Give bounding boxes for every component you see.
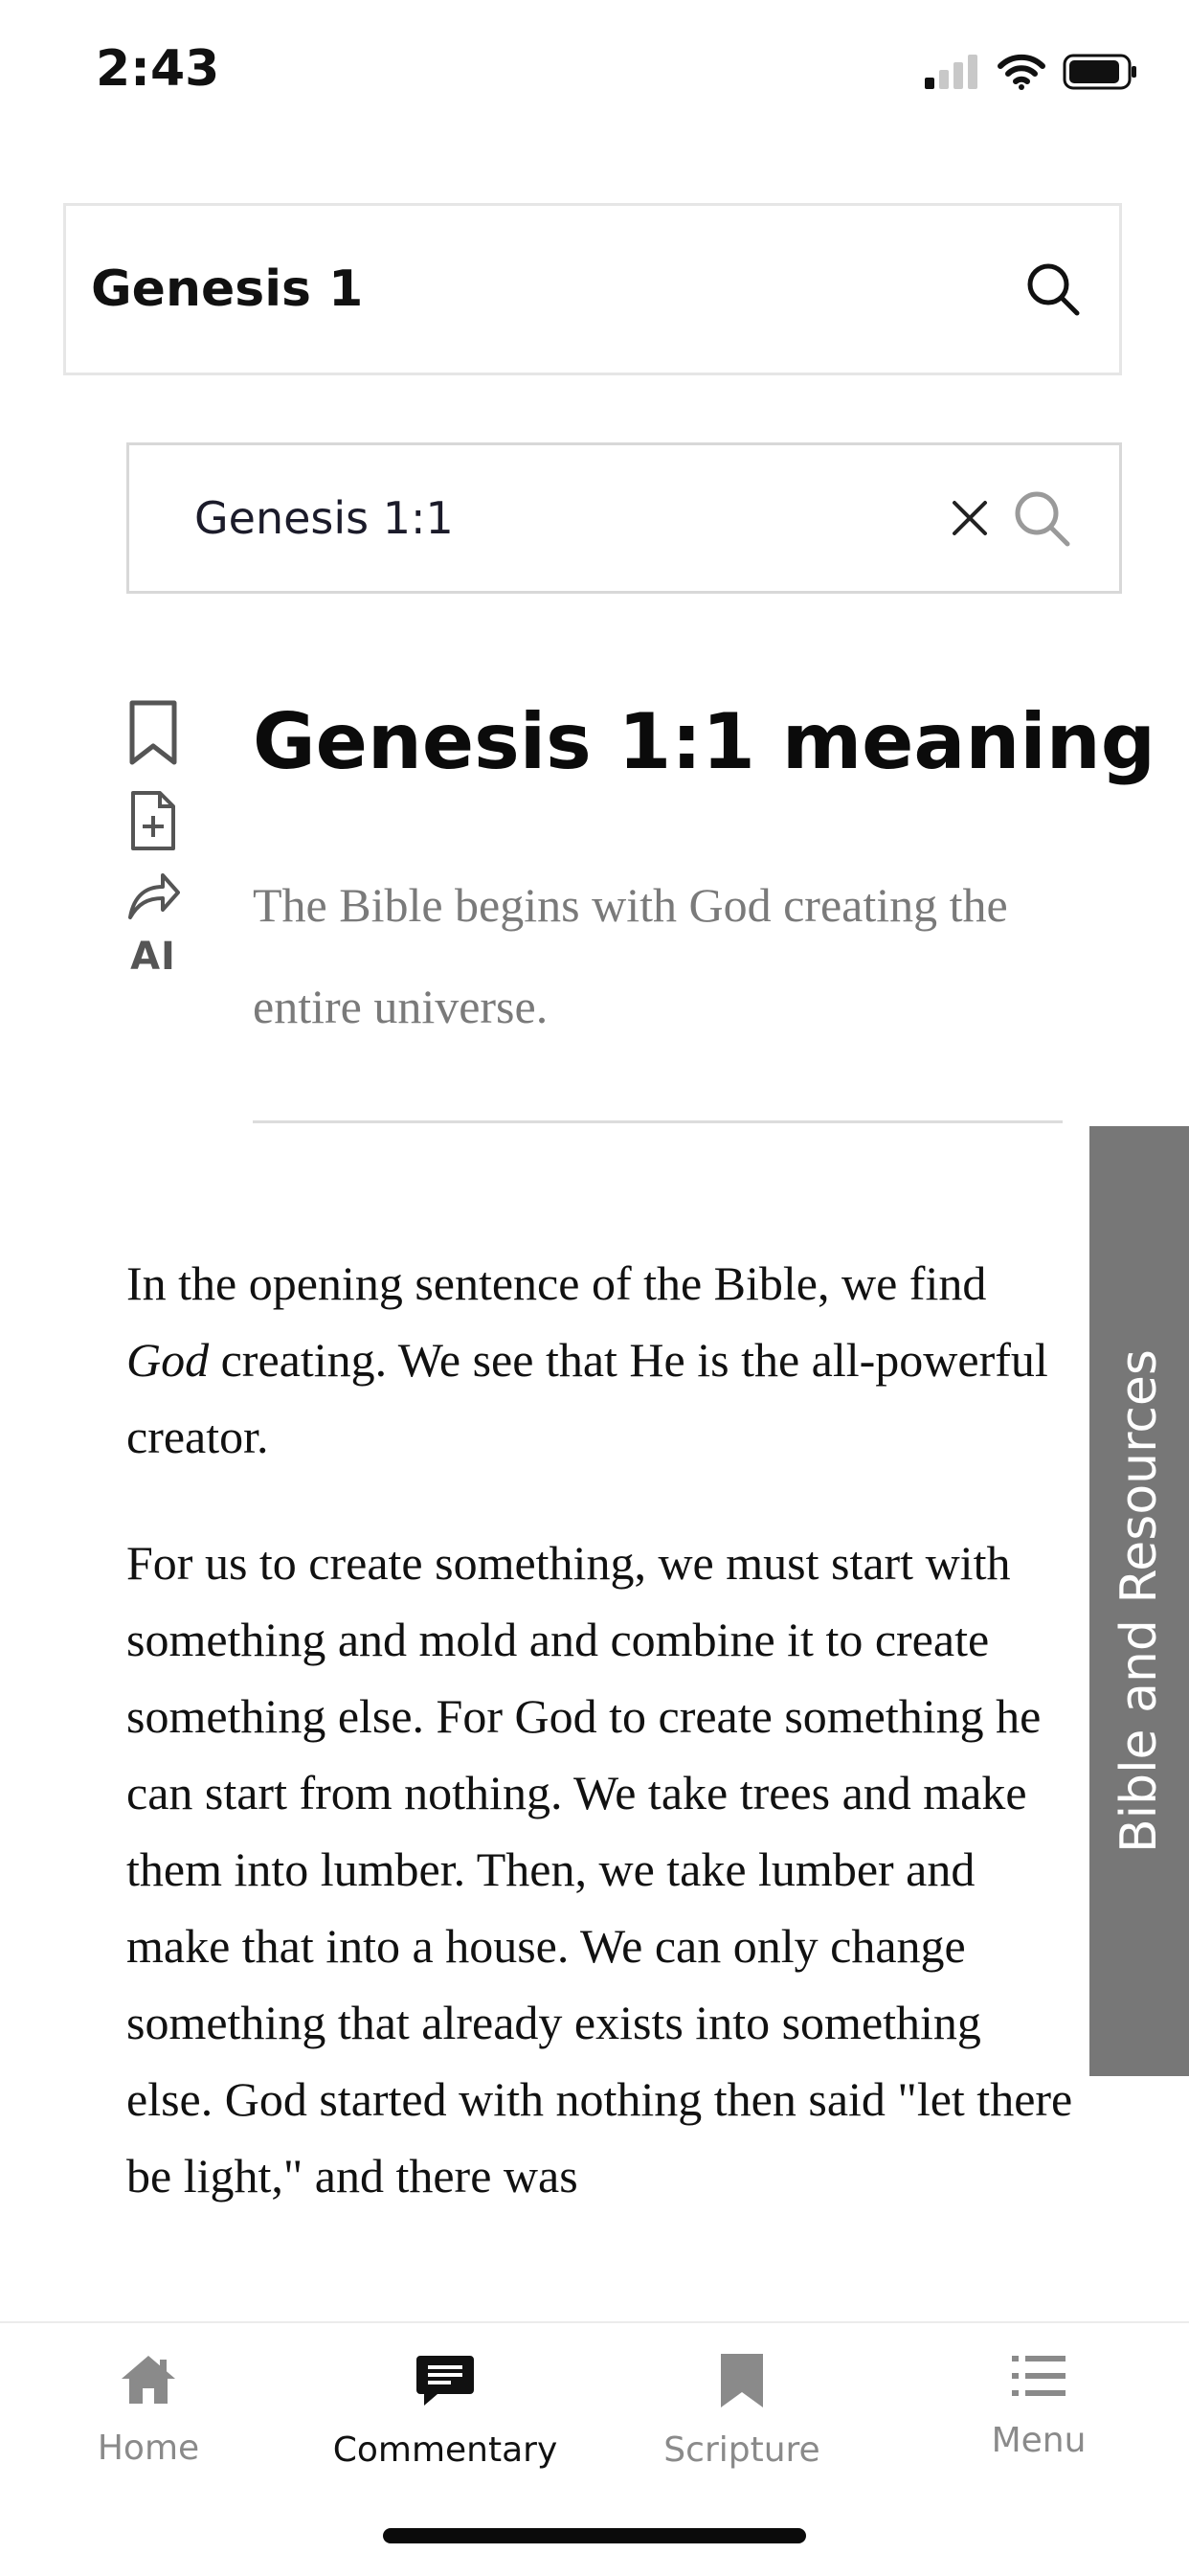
bible-resources-tab[interactable] (1089, 1126, 1189, 2076)
article-subtitle: The Bible begins with God creating the entire universe. (253, 878, 1008, 1033)
paragraph-1-after: creating. We see that He is the all-powerful creator. (126, 1333, 1048, 1463)
battery-icon (1063, 54, 1139, 90)
paragraph-1-emphasis: God (126, 1333, 210, 1387)
divider (253, 1120, 1063, 1123)
search-bar-main[interactable] (63, 203, 1122, 375)
paragraph-1 (126, 1245, 1074, 1475)
home-indicator (383, 2528, 806, 2543)
bookmark-icon[interactable] (127, 699, 179, 766)
status-icons (925, 54, 1139, 90)
nav-menu-label: Menu (991, 2421, 1087, 2460)
signal-icon (925, 55, 980, 89)
bible-resources-tab-label: Bible and Resources (1110, 1348, 1168, 1854)
article-actions (124, 699, 182, 979)
verse-search-value[interactable]: Genesis 1:1 (194, 492, 454, 544)
verse-search-icon[interactable] (1012, 488, 1071, 548)
add-note-icon[interactable] (129, 789, 177, 852)
nav-menu[interactable] (890, 2352, 1187, 2460)
commentary-icon (415, 2352, 476, 2409)
home-icon (118, 2352, 179, 2407)
commentary-body (126, 1245, 1074, 2264)
nav-commentary[interactable] (297, 2352, 594, 2470)
nav-scripture[interactable] (594, 2352, 890, 2470)
nav-scripture-label: Scripture (663, 2430, 820, 2470)
menu-icon (1012, 2352, 1066, 2400)
ai-button[interactable]: AI (130, 935, 176, 979)
verse-search-bar[interactable] (126, 442, 1122, 594)
nav-commentary-label: Commentary (332, 2430, 558, 2470)
paragraph-2: For us to create something, we must start with something and mold and combine it to create something else. For God to create something he can start from nothing. We take trees and make them into lumber. Then, we take lumber and make that into a house. We can only change something that already exists into something else. God started with nothing then said "let there be light," and there was (126, 1536, 1073, 2203)
status-time: 2:43 (96, 40, 220, 98)
wifi-icon (998, 54, 1045, 90)
close-icon[interactable] (951, 499, 989, 537)
paragraph-1-before: In the opening sentence of the Bible, we find (126, 1256, 987, 1310)
verse-search-actions (951, 488, 1071, 548)
scripture-bookmark-icon (718, 2352, 766, 2409)
search-icon[interactable] (1025, 261, 1081, 317)
nav-home-label: Home (97, 2429, 200, 2468)
search-main-value[interactable]: Genesis 1 (91, 260, 364, 318)
page-title: Genesis 1:1 meaning (253, 697, 1156, 786)
share-icon[interactable] (126, 870, 180, 921)
nav-home[interactable] (0, 2352, 297, 2468)
